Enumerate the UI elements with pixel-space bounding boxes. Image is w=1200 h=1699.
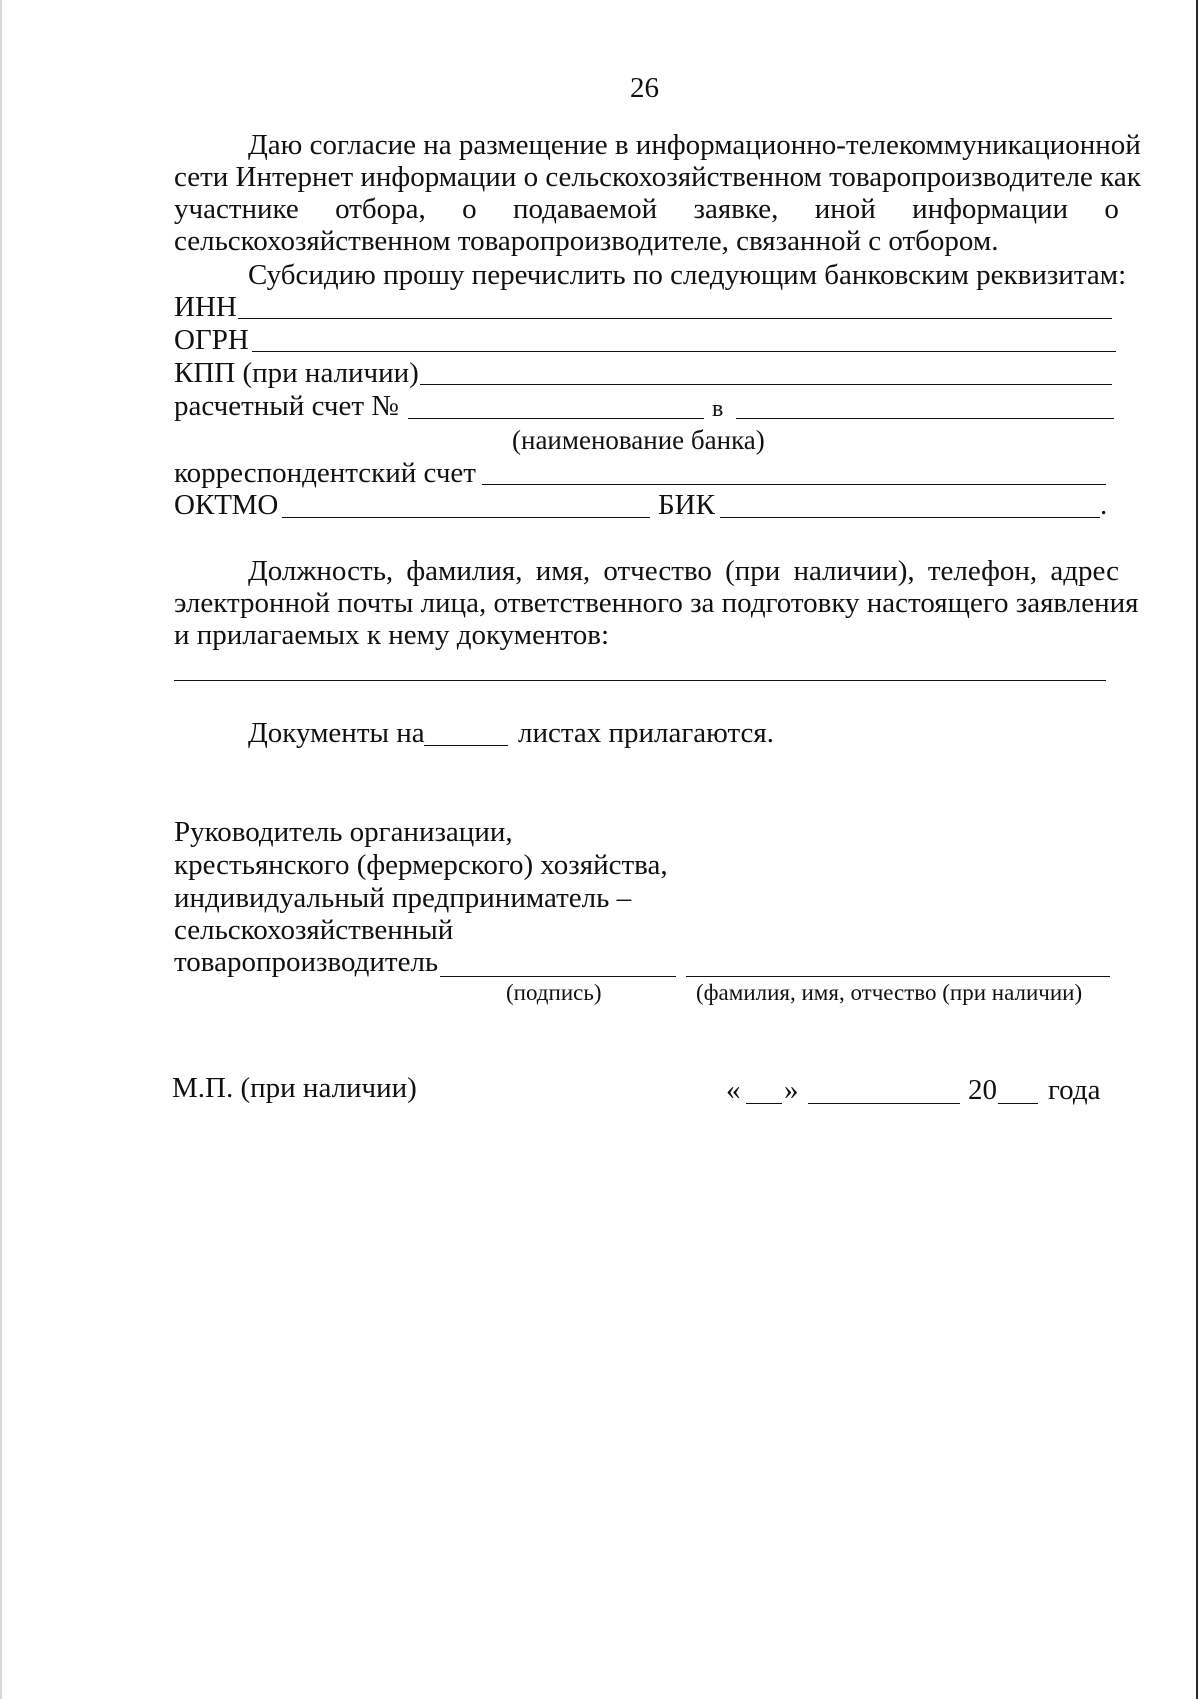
- ogrn-label: ОГРН: [174, 324, 249, 356]
- oktmo-label: ОКТМО: [174, 489, 279, 521]
- full-name-caption: (фамилия, имя, отчество (при наличии): [696, 980, 1083, 1005]
- bik-end-period: .: [1100, 489, 1108, 521]
- consent-word: заявке,: [693, 193, 779, 225]
- consent-line-3: [174, 193, 1119, 225]
- ogrn-field[interactable]: [252, 351, 1116, 352]
- bank-intro: Субсидию прошу перечислить по следующим банковским реквизитам:: [248, 259, 1127, 291]
- bank-name-caption: (наименование банка): [512, 425, 765, 455]
- signature-field[interactable]: [440, 976, 676, 977]
- documents-suffix: листах прилагаются.: [518, 717, 774, 749]
- bik-field[interactable]: [720, 517, 1100, 518]
- signature-line-4: сельскохозяйственный: [174, 914, 454, 946]
- date-month-field[interactable]: [808, 1103, 960, 1104]
- date-quote-close: »: [784, 1074, 799, 1106]
- scan-edge-left: [0, 0, 2, 1699]
- consent-word: отбора,: [335, 193, 426, 225]
- responsible-field[interactable]: [174, 680, 1106, 681]
- scan-edge-right: [1196, 0, 1198, 1699]
- consent-line-1: Даю согласие на размещение в информационно-телекоммуникационной: [248, 129, 1141, 161]
- date-quote-open: «: [726, 1074, 741, 1106]
- bank-in-word: в: [712, 396, 724, 422]
- consent-word: участнике: [174, 193, 299, 225]
- responsible-line-1: [248, 555, 1119, 587]
- consent-line-2: сети Интернет информации о сельскохозяйственном товаропроизводителе как: [174, 161, 1141, 193]
- consent-word: о: [1104, 193, 1119, 225]
- responsible-word: телефон,: [927, 555, 1038, 587]
- consent-word: иной: [814, 193, 876, 225]
- account-label: расчетный счет №: [174, 390, 399, 422]
- full-name-field[interactable]: [686, 976, 1110, 977]
- date-year-word: года: [1048, 1074, 1101, 1106]
- kpp-label: КПП (при наличии): [174, 357, 419, 389]
- oktmo-field[interactable]: [282, 517, 650, 518]
- signature-line-1: Руководитель организации,: [174, 816, 513, 848]
- responsible-word: Должность,: [248, 555, 394, 587]
- responsible-word: отчество: [603, 555, 712, 587]
- account-field[interactable]: [408, 418, 704, 419]
- responsible-word: (при: [725, 555, 781, 587]
- page-number: 26: [630, 72, 659, 104]
- consent-line-4: сельскохозяйственном товаропроизводителе, связанной с отбором.: [174, 225, 999, 257]
- signature-caption: (подпись): [506, 980, 602, 1005]
- responsible-word: фамилия,: [406, 555, 523, 587]
- bik-label: БИК: [658, 489, 715, 521]
- documents-prefix: Документы на: [248, 717, 425, 749]
- responsible-word: адрес: [1050, 555, 1119, 587]
- responsible-line-3: и прилагаемых к нему документов:: [174, 619, 610, 651]
- consent-word: информации: [912, 193, 1069, 225]
- date-year-field[interactable]: [998, 1103, 1038, 1104]
- inn-field[interactable]: [238, 318, 1112, 319]
- consent-word: подаваемой: [512, 193, 658, 225]
- signature-line-3: индивидуальный предприниматель –: [174, 882, 632, 914]
- consent-word: о: [462, 193, 477, 225]
- corr-account-field[interactable]: [482, 484, 1106, 485]
- responsible-word: наличии),: [793, 555, 915, 587]
- signature-line-5: товаропроизводитель: [174, 946, 439, 978]
- bank-name-field[interactable]: [736, 418, 1114, 419]
- date-day-field[interactable]: [746, 1103, 782, 1104]
- corr-account-label: корреспондентский счет: [174, 457, 476, 489]
- inn-label: ИНН: [174, 291, 237, 323]
- responsible-word: имя,: [535, 555, 591, 587]
- kpp-field[interactable]: [420, 384, 1112, 385]
- stamp-label: М.П. (при наличии): [172, 1072, 417, 1104]
- date-year-prefix: 20: [968, 1074, 997, 1106]
- documents-sheets-field[interactable]: [424, 745, 508, 746]
- responsible-line-2: электронной почты лица, ответственного за подготовку настоящего заявления: [174, 587, 1139, 619]
- signature-line-2: крестьянского (фермерского) хозяйства,: [174, 849, 668, 881]
